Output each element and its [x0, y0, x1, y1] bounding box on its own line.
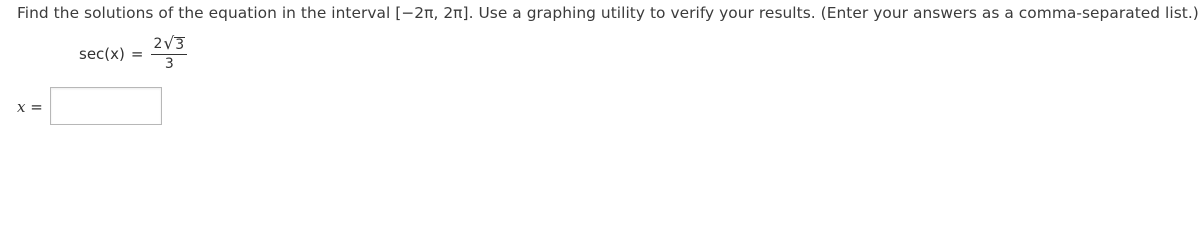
answer-equals: = [30, 98, 43, 116]
answer-label [17, 98, 43, 116]
equals-sign: = [130, 45, 144, 63]
fraction [151, 33, 187, 73]
interval: [−2π, 2π] [395, 4, 469, 22]
answer-input[interactable] [50, 87, 162, 125]
radicand: 3 [175, 36, 185, 53]
equation [79, 34, 187, 74]
answer-variable: x [17, 98, 26, 116]
fraction-numerator [151, 33, 187, 54]
square-root [162, 33, 185, 54]
fraction-denominator: 3 [164, 55, 174, 72]
equation-lhs: sec(x) [79, 45, 125, 63]
radical-sign: √ [163, 33, 175, 54]
question-text-start: Find the solutions of the equation in the interval [17, 4, 396, 22]
question-text [17, 3, 1199, 23]
question-text-end: . Use a graphing utility to verify your results. (Enter your answers as a comma-separated list.) [468, 4, 1199, 22]
numerator-coefficient: 2 [153, 35, 163, 52]
